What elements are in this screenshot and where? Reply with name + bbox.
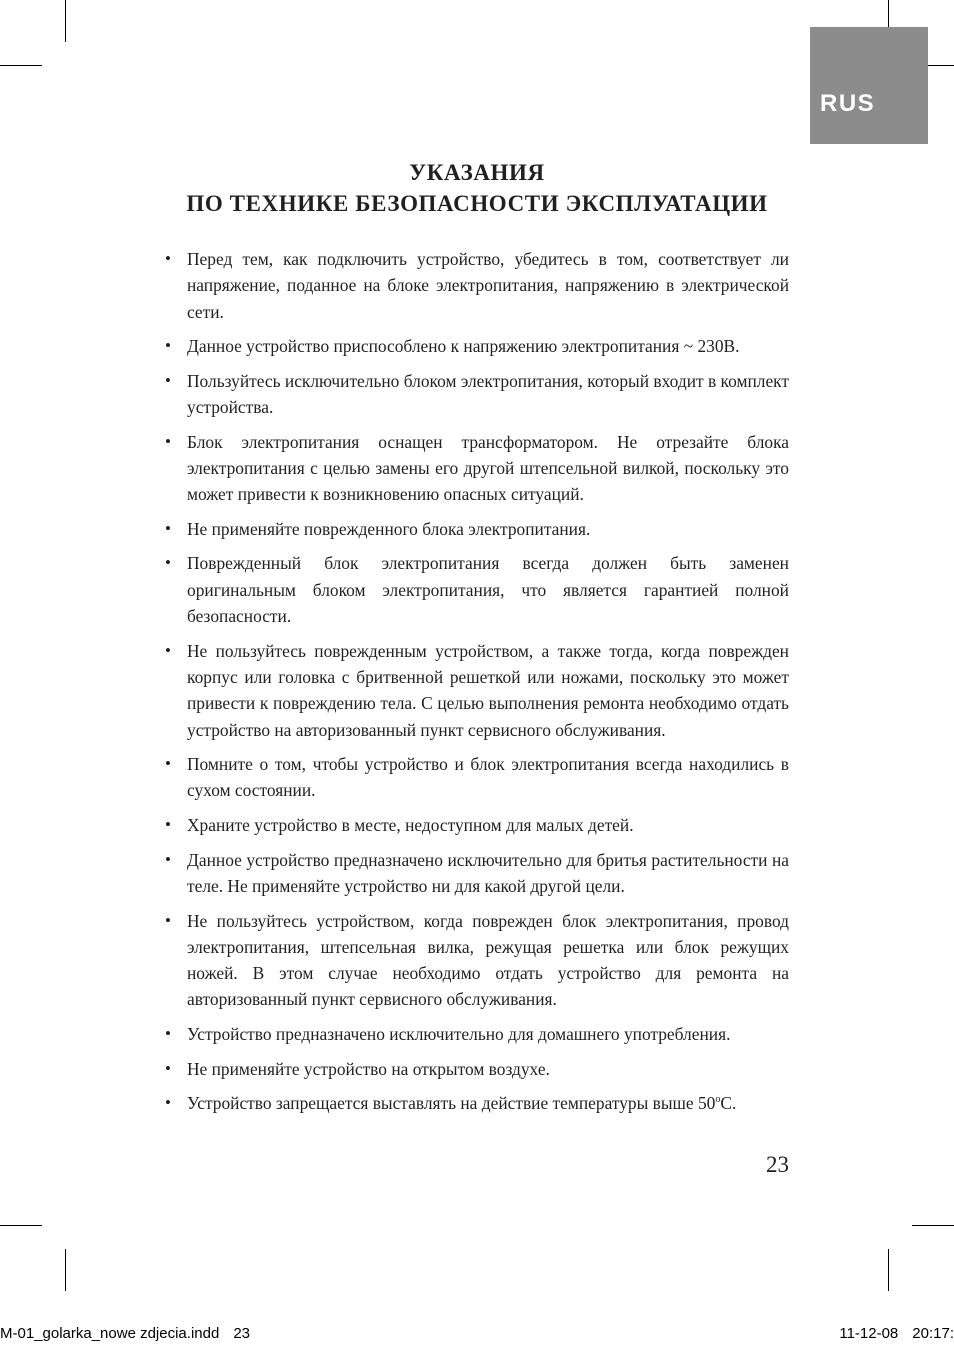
bullet-icon: • bbox=[165, 370, 171, 390]
language-tab bbox=[810, 27, 928, 144]
page-title-line-1: УКАЗАНИЯ bbox=[409, 160, 545, 185]
list-item bbox=[165, 429, 789, 508]
list-item-text: Поврежденный блок электропитания всегда должен быть заменен оригинальным блоком электропитания, что является гарантией полной безопасности. bbox=[187, 553, 789, 627]
temperature-unit: C. bbox=[720, 1093, 737, 1114]
bullet-icon: • bbox=[165, 815, 171, 835]
crop-mark bbox=[0, 1225, 42, 1226]
list-item-text: Блок электропитания оснащен трансформатором. Не отрезайте блока электропитания с целью замены его другой штепсельной вилкой, поскольку это может привести к возникновению опасных ситуаций. bbox=[187, 431, 789, 505]
list-item bbox=[165, 638, 789, 743]
list-item-text: Храните устройство в месте, недоступном для малых детей. bbox=[187, 815, 634, 836]
list-item-text: Не применяйте поврежденного блока электропитания. bbox=[187, 518, 591, 539]
bullet-icon: • bbox=[165, 336, 171, 356]
bullet-icon: • bbox=[165, 1058, 171, 1078]
list-item bbox=[165, 246, 789, 325]
crop-mark bbox=[912, 1225, 954, 1226]
list-item-text: Не пользуйтесь поврежденным устройством, а также тогда, когда поврежден корпус или головка с бритвенной решеткой или ножами, поскольку это может привести к повреждению тела. С целью выполнения ремонта необходимо отдать устройство на авторизованный пункт сервисного обслуживания. bbox=[187, 640, 789, 740]
page-title bbox=[0, 157, 954, 219]
list-item bbox=[165, 908, 789, 1013]
print-slug-file bbox=[0, 1325, 250, 1342]
bullet-icon: • bbox=[165, 1093, 171, 1113]
list-item-text: Данное устройство приспособлено к напряжению электропитания ~ 230В. bbox=[187, 336, 740, 357]
slug-date: 11-12-08 bbox=[839, 1325, 899, 1342]
crop-mark bbox=[65, 0, 66, 42]
list-item-text: Не применяйте устройство на открытом воздухе. bbox=[187, 1058, 550, 1079]
slug-file-name: M-01_golarka_nowe zdjecia.indd bbox=[0, 1325, 220, 1342]
list-item bbox=[165, 812, 789, 838]
list-item-text: Данное устройство предназначено исключительно для бритья растительности на теле. Не применяйте устройство ни для какой другой цели. bbox=[187, 849, 789, 896]
list-item bbox=[165, 333, 789, 359]
list-item bbox=[165, 751, 789, 804]
page-number: 23 bbox=[766, 1152, 789, 1177]
list-item-text: Перед тем, как подключить устройство, убедитесь в том, соответствует ли напряжение, поданное на блоке электропитания, напряжению в электрической сети. bbox=[187, 249, 789, 322]
bullet-icon: • bbox=[165, 431, 171, 451]
list-item bbox=[165, 1056, 789, 1082]
list-item-text: Устройство предназначено исключительно для домашнего употребления. bbox=[187, 1023, 731, 1044]
bullet-icon: • bbox=[165, 1023, 171, 1043]
list-item-text: Пользуйтесь исключительно блоком электропитания, который входит в комплект устройства. bbox=[187, 370, 789, 418]
bullet-icon: • bbox=[165, 249, 171, 268]
bullet-icon: • bbox=[165, 754, 171, 774]
safety-instructions-list bbox=[165, 246, 789, 1125]
print-slug-timestamp bbox=[839, 1325, 954, 1342]
crop-mark bbox=[888, 1249, 889, 1291]
slug-time: 20:17: bbox=[912, 1325, 954, 1342]
language-tab-label: RUS bbox=[820, 90, 876, 117]
degree-superscript: o bbox=[715, 1094, 721, 1106]
list-item bbox=[165, 1090, 789, 1116]
bullet-icon: • bbox=[165, 640, 171, 660]
list-item bbox=[165, 1021, 789, 1047]
list-item bbox=[165, 847, 789, 900]
list-item bbox=[165, 516, 789, 542]
list-item bbox=[165, 550, 789, 629]
list-item-text: Не пользуйтесь устройством, когда поврежден блок электропитания, провод электропитания, штепсельная вилка, режущая решетка или блок режущих ножей. В этом случае необходимо отдать устройство для ремонта на авторизованный пункт сервисного обслуживания. bbox=[187, 910, 789, 1010]
list-item-text: Помните о том, чтобы устройство и блок электропитания всегда находились в сухом состоянии. bbox=[187, 754, 789, 801]
bullet-icon: • bbox=[165, 518, 171, 538]
bullet-icon: • bbox=[165, 849, 171, 869]
crop-mark bbox=[0, 65, 42, 66]
list-item bbox=[165, 368, 789, 421]
crop-mark bbox=[65, 1249, 66, 1291]
list-item-text: Устройство запрещается выставлять на действие температуры выше 50 bbox=[187, 1093, 716, 1114]
bullet-icon: • bbox=[165, 553, 171, 573]
bullet-icon: • bbox=[165, 910, 171, 930]
slug-page: 23 bbox=[233, 1325, 250, 1342]
page-title-line-2: ПО ТЕХНИКЕ БЕЗОПАСНОСТИ ЭКСПЛУАТАЦИИ bbox=[186, 191, 768, 216]
